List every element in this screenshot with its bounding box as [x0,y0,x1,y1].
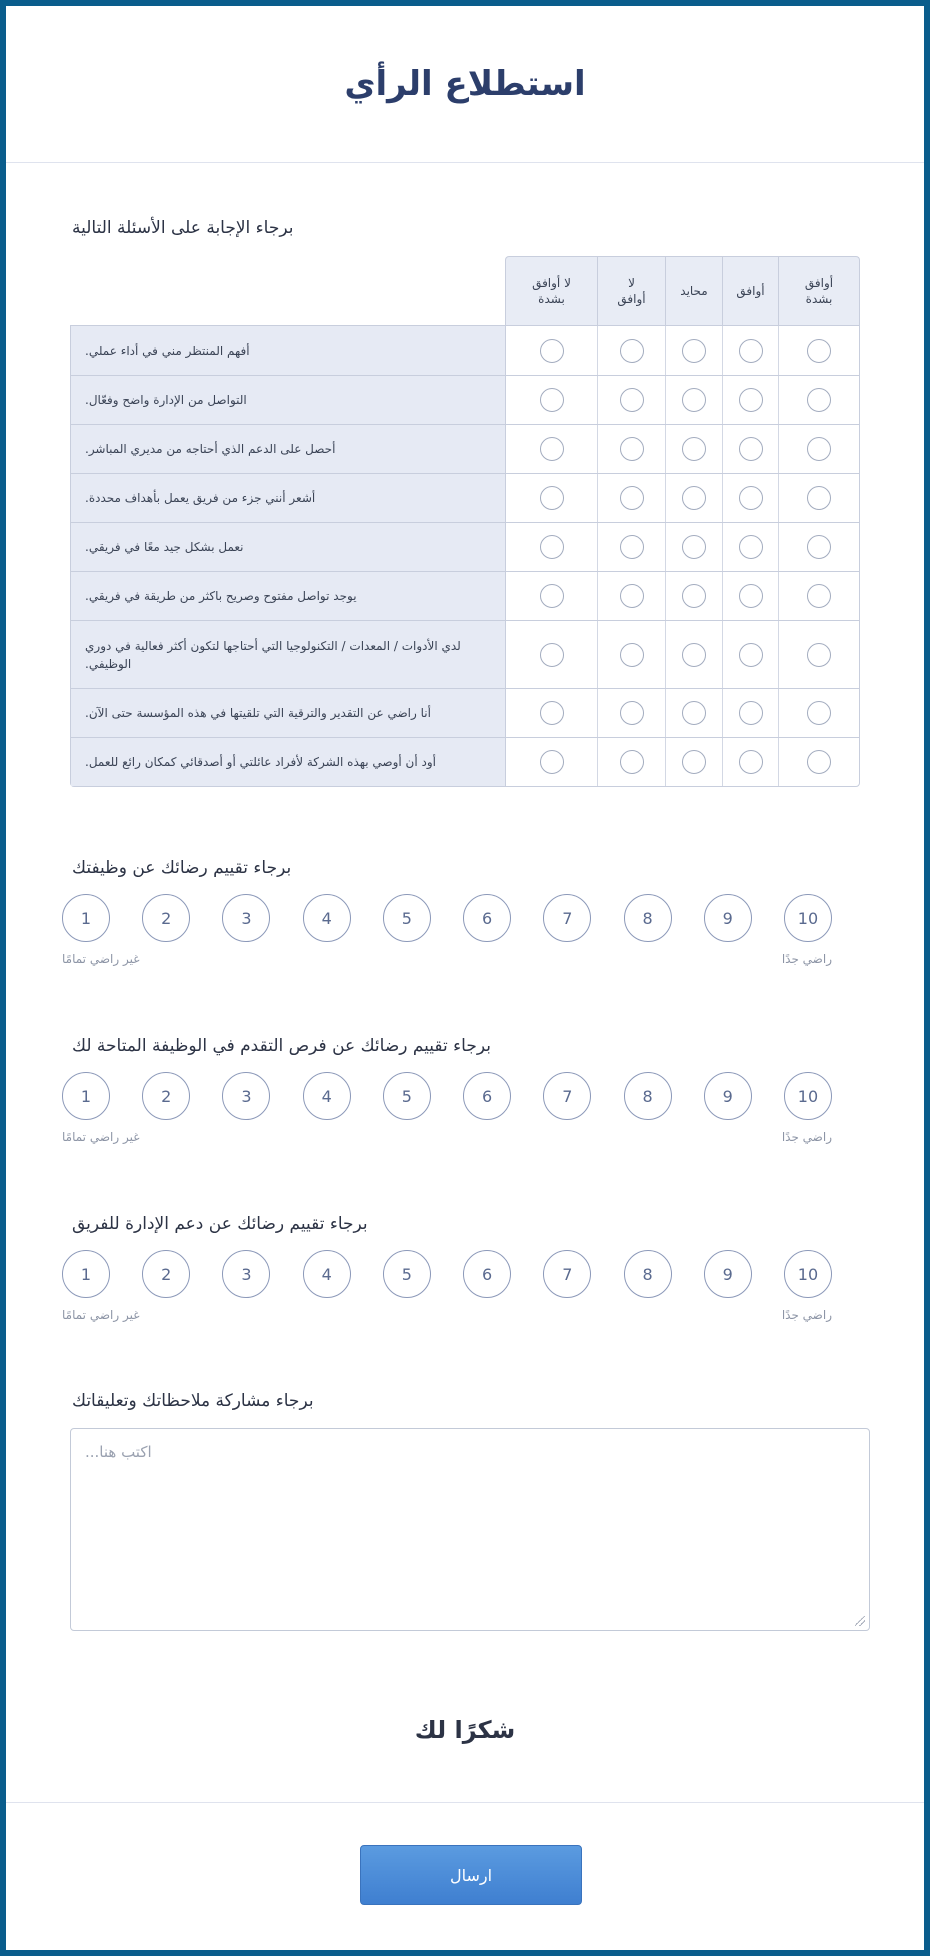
rating-scale-advancement [62,1072,852,1144]
matrix-radio[interactable] [739,437,763,461]
matrix-header [70,256,860,325]
matrix-row [71,326,859,375]
rating-option-1[interactable]: 1 [62,1250,110,1298]
rating-option-2[interactable]: 2 [142,1072,190,1120]
matrix-column-header: محايد [665,257,722,325]
matrix-radio[interactable] [682,339,706,363]
rating-option-6[interactable]: 6 [463,894,511,942]
matrix-row [71,375,859,424]
scale-high-label: راضي جدًا [781,1130,832,1144]
matrix-row-label: أحصل على الدعم الذي أحتاجه من مديري المباشر. [71,425,506,473]
matrix-radio[interactable] [739,750,763,774]
matrix-radio[interactable] [807,486,831,510]
matrix-radio[interactable] [739,486,763,510]
matrix-radio[interactable] [739,535,763,559]
matrix-radio[interactable] [540,437,564,461]
matrix-cell [665,689,722,737]
rating-option-2[interactable]: 2 [142,894,190,942]
matrix-radio[interactable] [682,584,706,608]
rating-option-3[interactable]: 3 [222,1072,270,1120]
matrix-radio[interactable] [739,701,763,725]
matrix-cell [665,523,722,571]
rating-option-10[interactable]: 10 [784,1072,832,1120]
matrix-cell [665,326,722,375]
matrix-cell [722,689,778,737]
matrix-cell [665,474,722,522]
matrix-cell [597,474,665,522]
matrix-radio[interactable] [620,584,644,608]
comments-label: برجاء مشاركة ملاحظاتك وتعليقاتك [72,1391,314,1411]
matrix-column-header: لا أوافق بشدة [532,276,571,306]
rating-option-6[interactable]: 6 [463,1072,511,1120]
matrix-row [71,571,859,620]
matrix-radio[interactable] [682,535,706,559]
rating-option-5[interactable]: 5 [383,1072,431,1120]
scale-label-job: برجاء تقييم رضائك عن وظيفتك [72,858,292,878]
rating-option-4[interactable]: 4 [303,1250,351,1298]
matrix-cell [597,621,665,688]
rating-option-4[interactable]: 4 [303,894,351,942]
matrix-cell [778,376,859,424]
rating-option-7[interactable]: 7 [543,894,591,942]
matrix-radio[interactable] [540,535,564,559]
matrix-cell [597,326,665,375]
matrix-cell [506,572,597,620]
matrix-cell [506,474,597,522]
rating-option-5[interactable]: 5 [383,1250,431,1298]
matrix-cell [778,523,859,571]
matrix-radio[interactable] [540,486,564,510]
matrix-cell [778,621,859,688]
matrix-cell [506,689,597,737]
matrix-radio[interactable] [620,388,644,412]
matrix-cell [597,738,665,786]
rating-option-8[interactable]: 8 [624,894,672,942]
matrix-row [71,522,859,571]
form-container [6,6,924,1950]
rating-option-8[interactable]: 8 [624,1250,672,1298]
matrix-radio[interactable] [739,643,763,667]
matrix-radio[interactable] [807,535,831,559]
matrix-column-header: أوافق [722,257,778,325]
matrix-cell [597,523,665,571]
matrix-radio[interactable] [739,584,763,608]
rating-option-1[interactable]: 1 [62,1072,110,1120]
matrix-radio[interactable] [620,535,644,559]
matrix-radio[interactable] [807,701,831,725]
comments-textarea[interactable] [70,1428,870,1631]
matrix-cell [722,326,778,375]
matrix-cell [597,425,665,473]
matrix-cell [506,523,597,571]
matrix-cell [722,425,778,473]
submit-button[interactable]: ارسال [360,1845,582,1905]
matrix-cell [722,738,778,786]
matrix-row [71,620,859,688]
matrix-radio[interactable] [620,750,644,774]
scale-label-advancement: برجاء تقييم رضائك عن فرص التقدم في الوظيفة المتاحة لك [72,1036,491,1056]
matrix-cell [722,376,778,424]
page-title: استطلاع الرأي [344,64,586,104]
matrix-radio[interactable] [682,388,706,412]
matrix-row [71,473,859,522]
matrix-row-label: لدي الأدوات / المعدات / التكنولوجيا التي أحتاجها لتكون أكثر فعالية في دوري الوظيفي. [71,621,506,688]
rating-option-9[interactable]: 9 [704,1250,752,1298]
matrix-radio[interactable] [807,339,831,363]
rating-option-3[interactable]: 3 [222,894,270,942]
matrix-radio[interactable] [807,643,831,667]
agreement-matrix [70,256,860,787]
matrix-radio[interactable] [739,339,763,363]
rating-option-5[interactable]: 5 [383,894,431,942]
matrix-radio[interactable] [540,339,564,363]
scale-low-label: غير راضي تمامًا [62,1308,140,1322]
form-header [6,6,924,163]
rating-option-2[interactable]: 2 [142,1250,190,1298]
matrix-cell [597,572,665,620]
matrix-cell [778,474,859,522]
matrix-cell [778,326,859,375]
matrix-radio[interactable] [620,339,644,363]
matrix-radio[interactable] [739,388,763,412]
matrix-cell [506,425,597,473]
matrix-cell [597,376,665,424]
form-footer [6,1802,924,1950]
rating-option-9[interactable]: 9 [704,894,752,942]
matrix-row-label: التواصل من الإدارة واضح وفعّال. [71,376,506,424]
rating-scale-management [62,1250,852,1322]
matrix-radio[interactable] [540,701,564,725]
matrix-cell [665,425,722,473]
matrix-row-label: يوجد تواصل مفتوح وصريح باكثر من طريقة في فريقي. [71,572,506,620]
rating-option-8[interactable]: 8 [624,1072,672,1120]
matrix-row-label: أفهم المنتظر مني في أداء عملي. [71,326,506,375]
matrix-cell [665,376,722,424]
matrix-radio[interactable] [540,643,564,667]
rating-option-7[interactable]: 7 [543,1250,591,1298]
matrix-cell [665,738,722,786]
matrix-radio[interactable] [682,486,706,510]
matrix-column-header: لا أوافق [597,257,665,325]
rating-option-9[interactable]: 9 [704,1072,752,1120]
matrix-body [70,325,860,787]
matrix-row-label: أود أن أوصي بهذه الشركة لأفراد عائلتي أو أصدقائي كمكان رائع للعمل. [71,738,506,786]
matrix-cell [665,621,722,688]
rating-option-6[interactable]: 6 [463,1250,511,1298]
rating-option-10[interactable]: 10 [784,894,832,942]
matrix-cell [506,738,597,786]
matrix-radio[interactable] [682,643,706,667]
matrix-cell [778,425,859,473]
matrix-radio[interactable] [620,701,644,725]
scale-low-label: غير راضي تمامًا [62,952,140,966]
scale-label-management: برجاء تقييم رضائك عن دعم الإدارة للفريق [72,1214,368,1234]
matrix-cell [778,572,859,620]
matrix-radio[interactable] [682,701,706,725]
matrix-radio[interactable] [540,750,564,774]
matrix-radio[interactable] [540,388,564,412]
matrix-row-label: أشعر أنني جزء من فريق يعمل بأهداف محددة. [71,474,506,522]
thank-you-text: شكرًا لك [414,1716,516,1744]
rating-option-3[interactable]: 3 [222,1250,270,1298]
matrix-cell [506,326,597,375]
matrix-column-header: أوافق بشدة [778,257,859,325]
rating-scale-job [62,894,852,966]
matrix-cell [597,689,665,737]
scale-high-label: راضي جدًا [781,952,832,966]
matrix-radio[interactable] [620,437,644,461]
matrix-radio[interactable] [807,388,831,412]
matrix-question-label: برجاء الإجابة على الأسئلة التالية [72,218,294,238]
matrix-radio[interactable] [620,486,644,510]
matrix-row [71,424,859,473]
matrix-row [71,737,859,786]
matrix-cell [722,621,778,688]
comments-placeholder: اكتب هنا... [85,1443,152,1461]
matrix-row [71,688,859,737]
scale-low-label: غير راضي تمامًا [62,1130,140,1144]
resize-handle-icon[interactable] [855,1616,865,1626]
matrix-cell [722,523,778,571]
rating-option-7[interactable]: 7 [543,1072,591,1120]
matrix-radio[interactable] [682,750,706,774]
matrix-cell [506,376,597,424]
matrix-radio[interactable] [540,584,564,608]
matrix-radio[interactable] [807,750,831,774]
matrix-cell [778,689,859,737]
matrix-cell [665,572,722,620]
matrix-cell [722,474,778,522]
matrix-radio[interactable] [682,437,706,461]
matrix-radio[interactable] [807,437,831,461]
matrix-cell [778,738,859,786]
rating-option-4[interactable]: 4 [303,1072,351,1120]
matrix-cell [506,621,597,688]
rating-option-1[interactable]: 1 [62,894,110,942]
matrix-radio[interactable] [807,584,831,608]
matrix-row-label: أنا راضي عن التقدير والترقية التي تلقيتها في هذه المؤسسة حتى الآن. [71,689,506,737]
rating-option-10[interactable]: 10 [784,1250,832,1298]
matrix-radio[interactable] [620,643,644,667]
matrix-row-label: نعمل بشكل جيد معًا في فريقي. [71,523,506,571]
scale-high-label: راضي جدًا [781,1308,832,1322]
matrix-cell [722,572,778,620]
